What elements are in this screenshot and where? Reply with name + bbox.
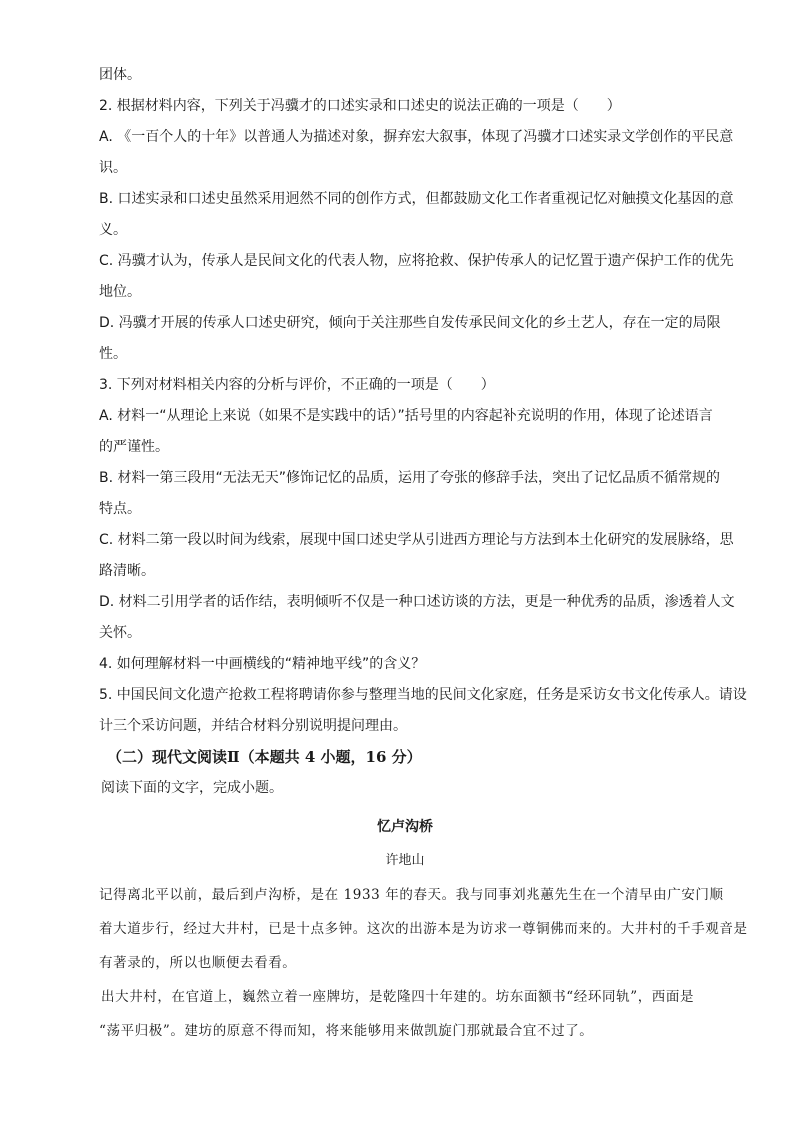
option-2d-cont: 性。 — [99, 346, 127, 362]
option-3d-cont: 关怀。 — [99, 625, 141, 641]
section-heading: （二）现代文阅读Ⅱ（本题共 4 小题，16 分） — [107, 748, 422, 766]
option-2b-cont: 义。 — [99, 222, 127, 238]
essay-paragraph-2-line-2: “荡平归极”。建坊的原意不得而知，将来能够用来做凯旋门那就最合宜不过了。 — [99, 1023, 594, 1039]
page-content — [99, 60, 748, 1048]
question-5: 5. 中国民间文化遗产抢救工程将聘请你参与整理当地的民间文化家庭，任务是采访女书文化传承人。请设 — [99, 687, 747, 703]
essay-paragraph-1-line-1: 记得离北平以前，最后到卢沟桥，是在 1933 年的春天。我与同事刘兆蕙先生在一个清早由广安门顺 — [99, 887, 724, 903]
essay-author: 许地山 — [385, 853, 425, 868]
option-2d: D. 冯骥才开展的传承人口述史研究，倾向于关注那些自发传承民间文化的乡土艺人，存在一定的局限 — [99, 315, 721, 331]
option-3a: A. 材料一“从理论上来说（如果不是实践中的话）”括号里的内容起补充说明的作用，体现了论述语言 — [99, 408, 713, 424]
essay-title: 忆卢沟桥 — [377, 819, 433, 835]
essay-paragraph-1-line-2: 着大道步行，经过大井村，已是十点多钟。这次的出游本是为访求一尊铜佛而来的。大井村的千手观音是 — [99, 921, 748, 937]
essay-paragraph-1-line-3: 有著录的，所以也顺便去看看。 — [99, 955, 297, 971]
essay-body — [99, 878, 748, 1048]
option-2b: B. 口述实录和口述史虽然采用迥然不同的创作方式，但都鼓励文化工作者重视记忆对触摸文化基因的意 — [99, 191, 734, 207]
option-2a: A. 《一百个人的十年》以普通人为描述对象，摒弃宏大叙事，体现了冯骥才口述实录文学创作的平民意 — [99, 129, 734, 145]
question-3: 3. 下列对材料相关内容的分析与评价，不正确的一项是（ ） — [99, 377, 495, 393]
option-3c: C. 材料二第一段以时间为线索，展现中国口述史学从引进西方理论与方法到本土化研究的发展脉络，思 — [99, 532, 734, 548]
section-instruction: 阅读下面的文字，完成小题。 — [101, 780, 283, 796]
text-line: 团体。 — [99, 67, 141, 83]
option-3b: B. 材料一第三段用“无法无天”修饰记忆的品质，运用了夸张的修辞手法，突出了记忆品质不循常规的 — [99, 470, 721, 486]
option-3c-cont: 路清晰。 — [99, 563, 155, 579]
option-3a-cont: 的严谨性。 — [99, 439, 169, 455]
option-3b-cont: 特点。 — [99, 501, 141, 517]
option-3d: D. 材料二引用学者的话作结，表明倾听不仅是一种口述访谈的方法，更是一种优秀的品质，渗透着人文 — [99, 594, 735, 610]
question-5-cont: 计三个采访问题，并结合材料分别说明提问理由。 — [99, 718, 407, 734]
question-4: 4. 如何理解材料一中画横线的“精神地平线”的含义？ — [99, 656, 426, 672]
option-2a-cont: 识。 — [99, 160, 127, 176]
option-2c-cont: 地位。 — [99, 284, 141, 300]
essay-paragraph-2-line-1: 出大井村，在官道上，巍然立着一座牌坊，是乾隆四十年建的。坊东面额书“经环同轨”，西面是 — [101, 989, 695, 1005]
question-2: 2. 根据材料内容，下列关于冯骥才的口述实录和口述史的说法正确的一项是（ ） — [99, 98, 621, 114]
option-2c: C. 冯骥才认为，传承人是民间文化的代表人物，应将抢救、保护传承人的记忆置于遗产保护工作的优先 — [99, 253, 734, 269]
